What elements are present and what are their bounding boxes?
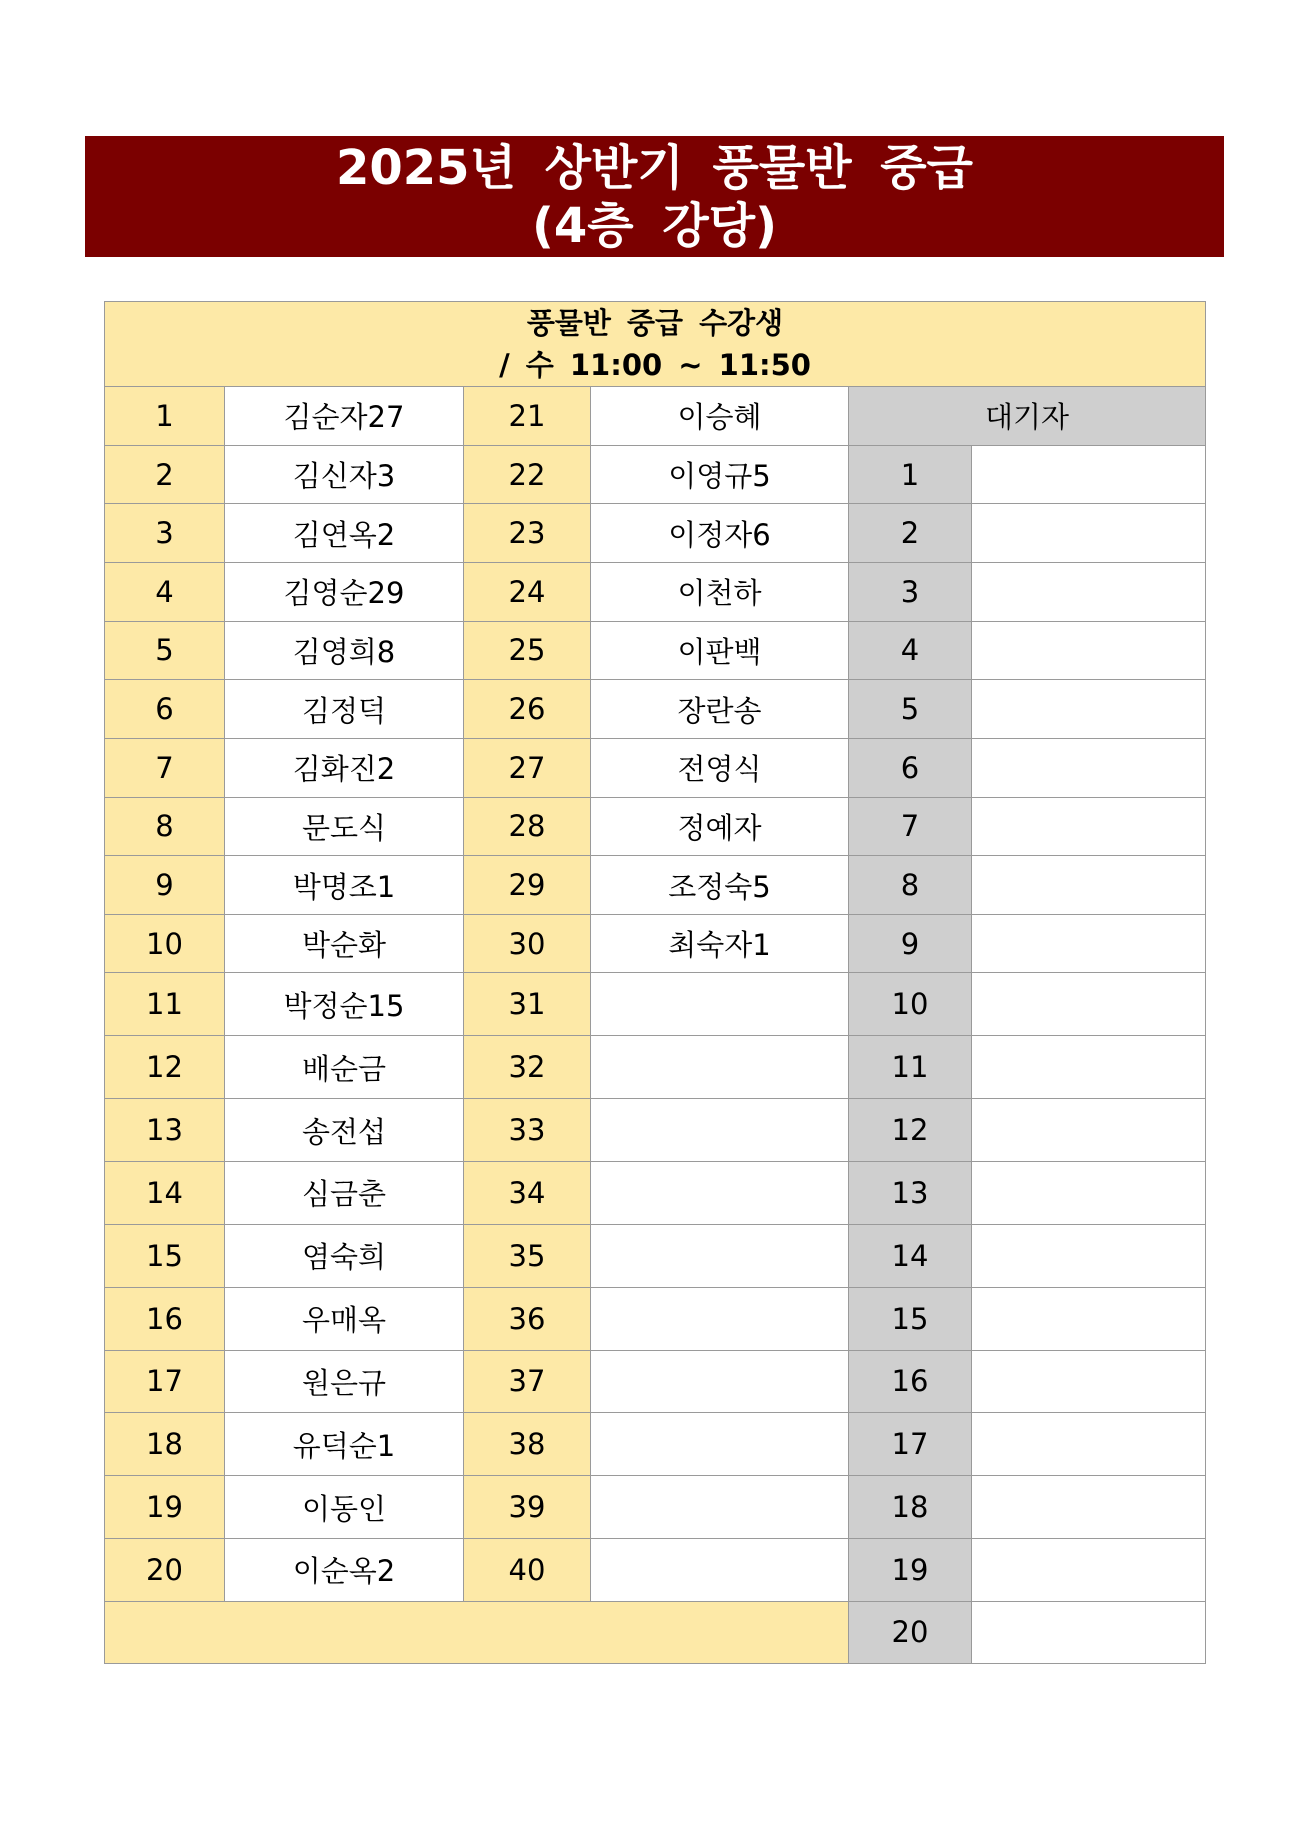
table-row — [105, 1162, 1206, 1225]
student-number: 34 — [464, 1162, 591, 1225]
student-name: 이순옥2 — [225, 1539, 464, 1602]
student-number: 17 — [105, 1350, 225, 1413]
student-name — [591, 1162, 849, 1225]
student-name — [591, 1287, 849, 1350]
student-number: 37 — [464, 1350, 591, 1413]
student-name — [591, 1099, 849, 1162]
table-row — [105, 1036, 1206, 1099]
student-name: 김영순29 — [225, 562, 464, 621]
waitlist-name — [972, 1539, 1206, 1602]
student-number: 20 — [105, 1539, 225, 1602]
table-row — [105, 1287, 1206, 1350]
table-row — [105, 680, 1206, 739]
student-number: 19 — [105, 1476, 225, 1539]
waitlist-name — [972, 914, 1206, 973]
waitlist-number: 12 — [849, 1099, 972, 1162]
student-number: 2 — [105, 445, 225, 504]
waitlist-number: 16 — [849, 1350, 972, 1413]
waitlist-name — [972, 1350, 1206, 1413]
student-number: 31 — [464, 973, 591, 1036]
student-name: 문도식 — [225, 797, 464, 856]
student-number: 7 — [105, 738, 225, 797]
blank-cell — [105, 1601, 849, 1663]
student-name — [591, 1413, 849, 1476]
student-name: 김화진2 — [225, 738, 464, 797]
waitlist-name — [972, 680, 1206, 739]
student-name — [591, 1539, 849, 1602]
student-name: 이승혜 — [591, 387, 849, 446]
title-banner — [85, 136, 1224, 257]
student-name: 장란송 — [591, 680, 849, 739]
student-number: 15 — [105, 1224, 225, 1287]
class-header-schedule: / 수 11:00 ~ 11:50 — [499, 348, 811, 383]
waitlist-number: 7 — [849, 797, 972, 856]
class-header-title: 풍물반 중급 수강생 — [526, 306, 784, 341]
student-number: 1 — [105, 387, 225, 446]
waitlist-number: 4 — [849, 621, 972, 680]
student-name: 송전섭 — [225, 1099, 464, 1162]
waitlist-name — [972, 1287, 1206, 1350]
student-number: 21 — [464, 387, 591, 446]
waitlist-name — [972, 797, 1206, 856]
waitlist-number: 20 — [849, 1601, 972, 1663]
student-number: 28 — [464, 797, 591, 856]
student-number: 4 — [105, 562, 225, 621]
table-row — [105, 445, 1206, 504]
student-number: 11 — [105, 973, 225, 1036]
waitlist-number: 6 — [849, 738, 972, 797]
student-name: 이영규5 — [591, 445, 849, 504]
student-number: 8 — [105, 797, 225, 856]
waitlist-number: 17 — [849, 1413, 972, 1476]
waitlist-number: 9 — [849, 914, 972, 973]
student-number: 36 — [464, 1287, 591, 1350]
student-name: 정예자 — [591, 797, 849, 856]
waitlist-number: 1 — [849, 445, 972, 504]
waitlist-name — [972, 621, 1206, 680]
student-name: 김정덕 — [225, 680, 464, 739]
student-number: 27 — [464, 738, 591, 797]
waitlist-name — [972, 1224, 1206, 1287]
table-row — [105, 621, 1206, 680]
waitlist-number: 18 — [849, 1476, 972, 1539]
table-row — [105, 1099, 1206, 1162]
student-number: 33 — [464, 1099, 591, 1162]
student-number: 22 — [464, 445, 591, 504]
student-roster-table — [104, 301, 1206, 1664]
student-number: 38 — [464, 1413, 591, 1476]
student-number: 32 — [464, 1036, 591, 1099]
student-number: 13 — [105, 1099, 225, 1162]
waitlist-name — [972, 1162, 1206, 1225]
waitlist-name — [972, 856, 1206, 915]
student-number: 35 — [464, 1224, 591, 1287]
waitlist-number: 13 — [849, 1162, 972, 1225]
waitlist-number: 8 — [849, 856, 972, 915]
student-number: 14 — [105, 1162, 225, 1225]
table-row — [105, 914, 1206, 973]
table-row — [105, 1224, 1206, 1287]
student-number: 30 — [464, 914, 591, 973]
student-number: 39 — [464, 1476, 591, 1539]
student-name: 우매옥 — [225, 1287, 464, 1350]
waitlist-name — [972, 973, 1206, 1036]
table-row — [105, 797, 1206, 856]
waitlist-number: 2 — [849, 504, 972, 563]
student-name: 박순화 — [225, 914, 464, 973]
student-name: 염숙희 — [225, 1224, 464, 1287]
student-name: 배순금 — [225, 1036, 464, 1099]
waitlist-header: 대기자 — [849, 387, 1206, 446]
waitlist-name — [972, 1099, 1206, 1162]
waitlist-number: 14 — [849, 1224, 972, 1287]
student-number: 5 — [105, 621, 225, 680]
waitlist-name — [972, 1036, 1206, 1099]
student-number: 23 — [464, 504, 591, 563]
student-name: 이판백 — [591, 621, 849, 680]
student-number: 26 — [464, 680, 591, 739]
student-number: 29 — [464, 856, 591, 915]
table-row — [105, 738, 1206, 797]
waitlist-number: 19 — [849, 1539, 972, 1602]
student-name: 박명조1 — [225, 856, 464, 915]
student-number: 10 — [105, 914, 225, 973]
waitlist-number: 3 — [849, 562, 972, 621]
student-name — [591, 973, 849, 1036]
student-name: 김순자27 — [225, 387, 464, 446]
student-name: 이정자6 — [591, 504, 849, 563]
student-name: 김영희8 — [225, 621, 464, 680]
title-line-2: (4층 강당) — [531, 197, 778, 254]
student-name — [591, 1350, 849, 1413]
student-number: 25 — [464, 621, 591, 680]
table-row — [105, 1476, 1206, 1539]
student-name: 유덕순1 — [225, 1413, 464, 1476]
table-row — [105, 562, 1206, 621]
waitlist-number: 15 — [849, 1287, 972, 1350]
waitlist-name — [972, 1476, 1206, 1539]
student-number: 18 — [105, 1413, 225, 1476]
waitlist-name — [972, 445, 1206, 504]
table-row — [105, 387, 1206, 446]
student-number: 9 — [105, 856, 225, 915]
table-row — [105, 1539, 1206, 1602]
student-name — [591, 1036, 849, 1099]
student-number: 40 — [464, 1539, 591, 1602]
student-number: 16 — [105, 1287, 225, 1350]
table-row — [105, 1350, 1206, 1413]
class-header — [105, 302, 1206, 387]
waitlist-name — [972, 1601, 1206, 1663]
waitlist-number: 5 — [849, 680, 972, 739]
student-number: 24 — [464, 562, 591, 621]
student-name: 박정순15 — [225, 973, 464, 1036]
student-name: 원은규 — [225, 1350, 464, 1413]
student-name: 전영식 — [591, 738, 849, 797]
student-name: 이동인 — [225, 1476, 464, 1539]
table-row — [105, 1413, 1206, 1476]
waitlist-number: 10 — [849, 973, 972, 1036]
student-number: 6 — [105, 680, 225, 739]
student-name: 김신자3 — [225, 445, 464, 504]
waitlist-name — [972, 738, 1206, 797]
table-row — [105, 856, 1206, 915]
table-header-row — [105, 302, 1206, 387]
title-line-1: 2025년 상반기 풍물반 중급 — [335, 139, 974, 196]
waitlist-name — [972, 1413, 1206, 1476]
student-name: 심금춘 — [225, 1162, 464, 1225]
student-name: 최숙자1 — [591, 914, 849, 973]
student-name — [591, 1476, 849, 1539]
waitlist-name — [972, 562, 1206, 621]
student-name — [591, 1224, 849, 1287]
student-name: 조정숙5 — [591, 856, 849, 915]
student-number: 12 — [105, 1036, 225, 1099]
table-row — [105, 1601, 1206, 1663]
student-name: 김연옥2 — [225, 504, 464, 563]
student-number: 3 — [105, 504, 225, 563]
waitlist-name — [972, 504, 1206, 563]
student-name: 이천하 — [591, 562, 849, 621]
table-row — [105, 973, 1206, 1036]
waitlist-number: 11 — [849, 1036, 972, 1099]
table-row — [105, 504, 1206, 563]
